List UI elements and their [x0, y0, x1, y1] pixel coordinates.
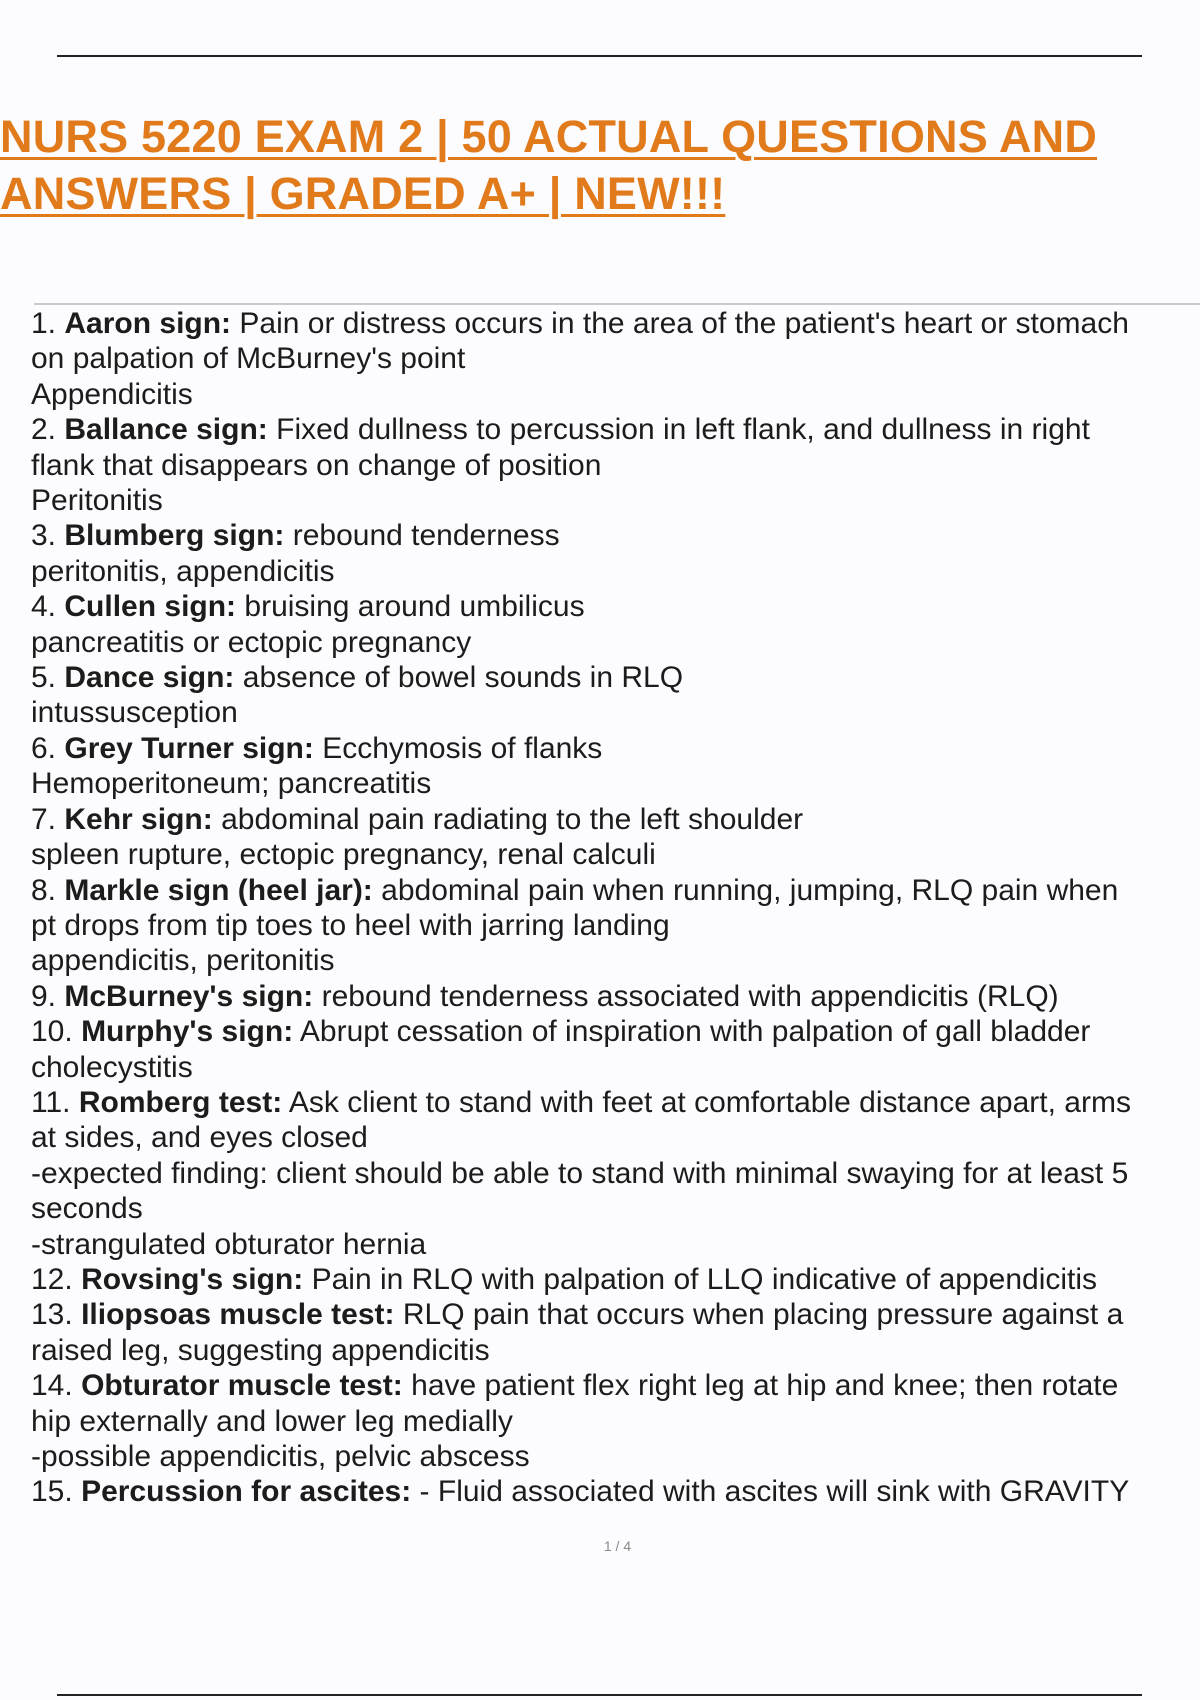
entry-number: 7. [31, 802, 57, 836]
content-divider [34, 303, 1200, 305]
entry-term: Ballance sign: [64, 413, 268, 447]
entry-number: 8. [31, 873, 57, 907]
entry-term: Murphy's sign: [81, 1015, 294, 1049]
entry-first-line [31, 518, 1200, 553]
entry-definition: abdominal pain radiating to the left shoulder [221, 802, 804, 836]
entry-first-line [31, 660, 1200, 695]
entry-continuation-line: raised leg, suggesting appendicitis [31, 1333, 490, 1367]
entry-number: 12. [31, 1262, 73, 1296]
entry-continuation-line: pancreatitis or ectopic pregnancy [31, 625, 472, 659]
entry-term: Dance sign: [64, 661, 235, 695]
entry-first-line [31, 873, 1200, 908]
entry-continuation-line: -expected finding: client should be able to stand with minimal swaying for at least 5 [31, 1156, 1129, 1190]
entry-term: Blumberg sign: [64, 519, 285, 553]
document-title [0, 108, 1185, 222]
entry-continuation-line: on palpation of McBurney's point [31, 342, 466, 376]
entry-continuation-line: spleen rupture, ectopic pregnancy, renal calculi [31, 838, 656, 872]
entry-definition: Pain or distress occurs in the area of the patient's heart or stomach [239, 307, 1129, 340]
entry-definition: rebound tenderness associated with appendicitis (RLQ) [321, 979, 1059, 1013]
entry-number: 10. [31, 1015, 73, 1049]
entry-term: Aaron sign: [64, 307, 232, 340]
entry-first-line [31, 731, 1200, 766]
entry-definition: bruising around umbilicus [244, 590, 585, 624]
entry-number: 13. [31, 1298, 73, 1332]
entry-continuation-line: Peritonitis [31, 484, 163, 518]
entry-number: 15. [31, 1475, 73, 1509]
entry-number: 11. [31, 1085, 71, 1119]
entry-first-line [31, 802, 1200, 837]
entry-number: 5. [31, 661, 57, 695]
entry-first-line [31, 1085, 1200, 1120]
entry-first-line [31, 1262, 1200, 1297]
entry-number: 1. [31, 307, 57, 340]
entry-number: 4. [31, 590, 57, 624]
entry-term: Percussion for ascites: [81, 1475, 412, 1509]
entry-definition: Fixed dullness to percussion in left flank, and dullness in right [276, 413, 1090, 447]
entry-continuation-line: -possible appendicitis, pelvic abscess [31, 1440, 530, 1473]
header-rule [57, 55, 1142, 57]
entry-definition: Ask client to stand with feet at comfortable distance apart, arms [288, 1085, 1131, 1119]
entry-term: Kehr sign: [64, 802, 213, 836]
entry-definition: Pain in RLQ with palpation of LLQ indicative of appendicitis [311, 1262, 1098, 1296]
entry-term: Rovsing's sign: [81, 1262, 304, 1296]
entry-continuation-line: Appendicitis [31, 377, 193, 411]
entry-first-line [31, 1014, 1200, 1049]
entry-continuation-line: Hemoperitoneum; pancreatitis [31, 767, 432, 801]
entry-number: 2. [31, 413, 57, 447]
title-line-1: NURS 5220 EXAM 2 | 50 ACTUAL QUESTIONS AND [0, 111, 1098, 162]
entry-first-line [31, 1368, 1200, 1403]
entry-continuation-line: hip externally and lower leg medially [31, 1404, 513, 1438]
entry-continuation-line: seconds [31, 1192, 143, 1226]
entry-continuation-line: flank that disappears on change of position [31, 448, 602, 482]
entry-first-line [31, 306, 1200, 341]
entry-continuation-line: cholecystitis [31, 1050, 193, 1084]
entry-number: 9. [31, 979, 57, 1013]
entry-definition: abdominal pain when running, jumping, RLQ pain when [381, 873, 1119, 907]
entry-term: Cullen sign: [64, 590, 237, 624]
entry-definition: RLQ pain that occurs when placing pressure against a [402, 1298, 1124, 1332]
entry-definition: rebound tenderness [292, 519, 560, 553]
entry-continuation-line: at sides, and eyes closed [31, 1121, 368, 1155]
entry-term: Markle sign (heel jar): [64, 873, 373, 907]
entry-definition: Abrupt cessation of inspiration with palpation of gall bladder [299, 1015, 1091, 1049]
entry-term: McBurney's sign: [64, 979, 314, 1013]
entry-first-line [31, 589, 1200, 624]
entry-term: Iliopsoas muscle test: [81, 1298, 395, 1332]
entry-definition: have patient flex right leg at hip and knee; then rotate [411, 1369, 1119, 1403]
entry-continuation-line: peritonitis, appendicitis [31, 554, 335, 588]
entry-definition: - Fluid associated with ascites will sink with GRAVITY [419, 1475, 1130, 1509]
entries-list [31, 306, 1200, 1510]
entry-continuation-line: appendicitis, peritonitis [31, 944, 335, 978]
entry-first-line [31, 1297, 1200, 1332]
footer-rule [57, 1694, 1142, 1696]
entry-definition: Ecchymosis of flanks [322, 731, 603, 765]
entry-first-line [31, 979, 1200, 1014]
entry-number: 14. [31, 1369, 73, 1403]
entry-number: 6. [31, 731, 57, 765]
title-line-2: ANSWERS | GRADED A+ | NEW!!! [0, 168, 726, 219]
page-indicator: 1 / 4 [603, 1538, 632, 1554]
entry-term: Romberg test: [78, 1085, 283, 1119]
entry-term: Grey Turner sign: [64, 731, 314, 765]
entry-continuation-line: -strangulated obturator hernia [31, 1227, 427, 1261]
entry-definition: absence of bowel sounds in RLQ [242, 661, 684, 695]
entry-first-line [31, 1474, 1200, 1509]
entry-first-line [31, 412, 1200, 447]
entry-continuation-line: pt drops from tip toes to heel with jarring landing [31, 908, 670, 942]
entry-number: 3. [31, 519, 57, 553]
entry-term: Obturator muscle test: [81, 1369, 403, 1403]
entry-continuation-line: intussusception [31, 696, 238, 730]
